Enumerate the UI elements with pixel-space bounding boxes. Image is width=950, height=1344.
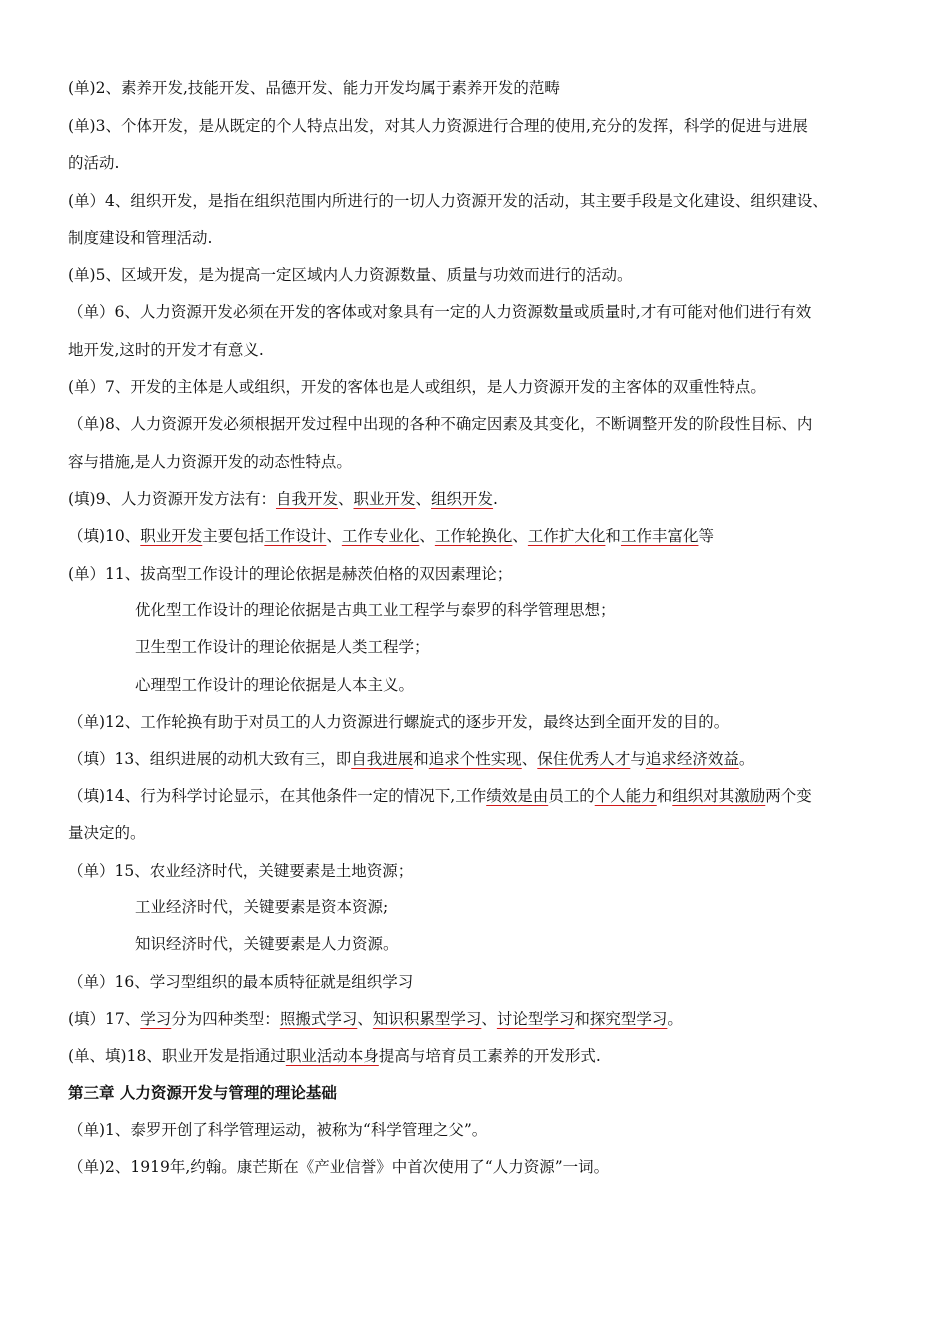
- item-17-sep-4: 和: [574, 1010, 590, 1028]
- chapter-3-heading: 第三章 人力资源开发与管理的理论基础: [68, 1084, 337, 1102]
- item-13-suffix: 。: [738, 750, 755, 768]
- item-10-sep-4: 、: [512, 527, 528, 545]
- item-8-line-2: 容与措施,是人力资源开发的动态性特点。: [68, 453, 352, 471]
- item-10-sep-3: 、: [419, 527, 435, 545]
- item-14-prefix: （填)14、行为科学讨论显示，在其他条件一定的情况下,工作: [68, 787, 487, 805]
- item-10-answer-1: 职业开发: [140, 527, 203, 545]
- item-18: [68, 1046, 898, 1066]
- item-4-line-1: (单）4、组织开发，是指在组织范围内所进行的一切人力资源开发的活动，其主要手段是文化建设、组织建设、: [68, 192, 828, 210]
- item-8-line-1: （单)8、人力资源开发必须根据开发过程中出现的各种不确定因素及其变化，不断调整开发的阶段性目标、内: [68, 415, 813, 433]
- item-11-line-4: 心理型工作设计的理论依据是人本主义。: [135, 676, 415, 694]
- item-17-answer-5: 探究型学习: [589, 1010, 668, 1028]
- item-18-suffix: 提高与培育员工素养的开发形式.: [378, 1047, 601, 1065]
- item-16: （单）16、学习型组织的最本质特征就是组织学习: [68, 973, 414, 991]
- item-13-prefix: （填）13、组织进展的动机大致有三，即: [68, 750, 352, 768]
- item-13-answer-1: 自我进展: [351, 750, 414, 768]
- item-14-answer-2: 个人能力: [594, 787, 657, 805]
- item-14-answer-1: 绩效是由: [486, 787, 549, 805]
- item-14-line-2: 量决定的。: [68, 824, 146, 842]
- item-15-line-1: （单）15、农业经济时代，关键要素是土地资源；: [68, 862, 414, 880]
- item-11-line-3: 卫生型工作设计的理论依据是人类工程学；: [135, 638, 430, 656]
- item-10: [68, 526, 898, 546]
- item-17-answer-4: 讨论型学习: [496, 1010, 575, 1028]
- item-15-line-2: 工业经济时代，关键要素是资本资源;: [135, 898, 389, 916]
- item-13-answer-4: 追求经济效益: [645, 750, 739, 768]
- item-9-sep-2: 、: [415, 490, 432, 508]
- item-17-sep-1: 分为四种类型：: [171, 1010, 280, 1028]
- item-14-answer-3: 组织对其激励: [672, 787, 766, 805]
- item-13-answer-3: 保住优秀人才: [537, 750, 631, 768]
- item-4-line-2: 制度建设和管理活动.: [68, 229, 213, 247]
- item-13-sep-3: 与: [630, 750, 646, 768]
- item-13-sep-1: 和: [413, 750, 429, 768]
- item-15-line-3: 知识经济时代，关键要素是人力资源。: [135, 935, 399, 953]
- item-10-answer-4: 工作轮换化: [434, 527, 513, 545]
- item-13-answer-2: 追求个性实现: [428, 750, 522, 768]
- item-18-answer-1: 职业活动本身: [285, 1047, 379, 1065]
- item-10-sep-5: 和: [605, 527, 621, 545]
- item-13-sep-2: 、: [521, 750, 538, 768]
- item-10-suffix: 等: [698, 527, 714, 545]
- item-9-prefix: (填)9、人力资源开发方法有：: [68, 490, 276, 508]
- item-2: (单)2、素养开发,技能开发、品德开发、能力开发均属于素养开发的范畴: [68, 79, 560, 97]
- chapter-3-item-2: （单)2、1919年,约翰。康芒斯在《产业信誉》中首次使用了“人力资源”一词。: [68, 1158, 610, 1176]
- item-17-answer-2: 照搬式学习: [279, 1010, 358, 1028]
- item-6-line-1: （单）6、人力资源开发必须在开发的客体或对象具有一定的人力资源数量或质量时,才有可能对他们进行有效: [68, 303, 812, 321]
- item-9-sep-1: 、: [337, 490, 354, 508]
- item-17-suffix: 。: [667, 1010, 683, 1028]
- item-9-answer-3: 组织开发: [431, 490, 494, 508]
- item-9-suffix: .: [493, 490, 498, 508]
- item-11-line-2: 优化型工作设计的理论依据是古典工业工程学与泰罗的科学管理思想；: [135, 601, 616, 619]
- item-18-prefix: (单、填)18、职业开发是指通过: [68, 1047, 286, 1065]
- item-17: [68, 1009, 898, 1029]
- item-14-suffix: 两个变: [765, 787, 812, 805]
- item-3-line-2: 的活动.: [68, 154, 120, 172]
- item-13: [68, 749, 898, 769]
- item-11-line-1: (单）11、拔高型工作设计的理论依据是赫茨伯格的双因素理论；: [68, 565, 513, 583]
- item-9-answer-2: 职业开发: [353, 490, 416, 508]
- chapter-3-item-1: （单)1、泰罗开创了科学管理运动，被称为“科学管理之父”。: [68, 1121, 488, 1139]
- item-10-answer-6: 工作丰富化: [620, 527, 699, 545]
- item-10-prefix: （填)10、: [68, 527, 141, 545]
- item-10-answer-2: 工作设计: [264, 527, 327, 545]
- item-17-answer-1: 学习: [140, 1010, 172, 1028]
- item-12: （单)12、工作轮换有助于对员工的人力资源进行螺旋式的逐步开发，最终达到全面开发的目的。: [68, 713, 730, 731]
- item-14-sep-1: 员工的: [548, 787, 595, 805]
- item-17-prefix: (填）17、: [68, 1010, 141, 1028]
- item-10-sep-2: 、: [326, 527, 342, 545]
- item-14-line-1: [68, 786, 898, 806]
- item-9-answer-1: 自我开发: [275, 490, 338, 508]
- item-10-sep-1: 主要包括: [202, 527, 265, 545]
- item-9: [68, 489, 898, 509]
- item-6-line-2: 地开发,这时的开发才有意义.: [68, 341, 264, 359]
- item-17-sep-2: 、: [357, 1010, 373, 1028]
- item-3-line-1: (单)3、个体开发，是从既定的个人特点出发，对其人力资源进行合理的使用,充分的发挥，科学的促进与进展: [68, 117, 808, 135]
- item-5: (单)5、区域开发，是为提高一定区域内人力资源数量、质量与功效而进行的活动。: [68, 266, 633, 284]
- item-17-sep-3: 、: [481, 1010, 497, 1028]
- item-10-answer-5: 工作扩大化: [527, 527, 606, 545]
- item-10-answer-3: 工作专业化: [341, 527, 420, 545]
- item-7: (单）7、开发的主体是人或组织，开发的客体也是人或组织，是人力资源开发的主客体的双重性特点。: [68, 378, 766, 396]
- item-17-answer-3: 知识积累型学习: [372, 1010, 482, 1028]
- item-14-sep-2: 和: [656, 787, 673, 805]
